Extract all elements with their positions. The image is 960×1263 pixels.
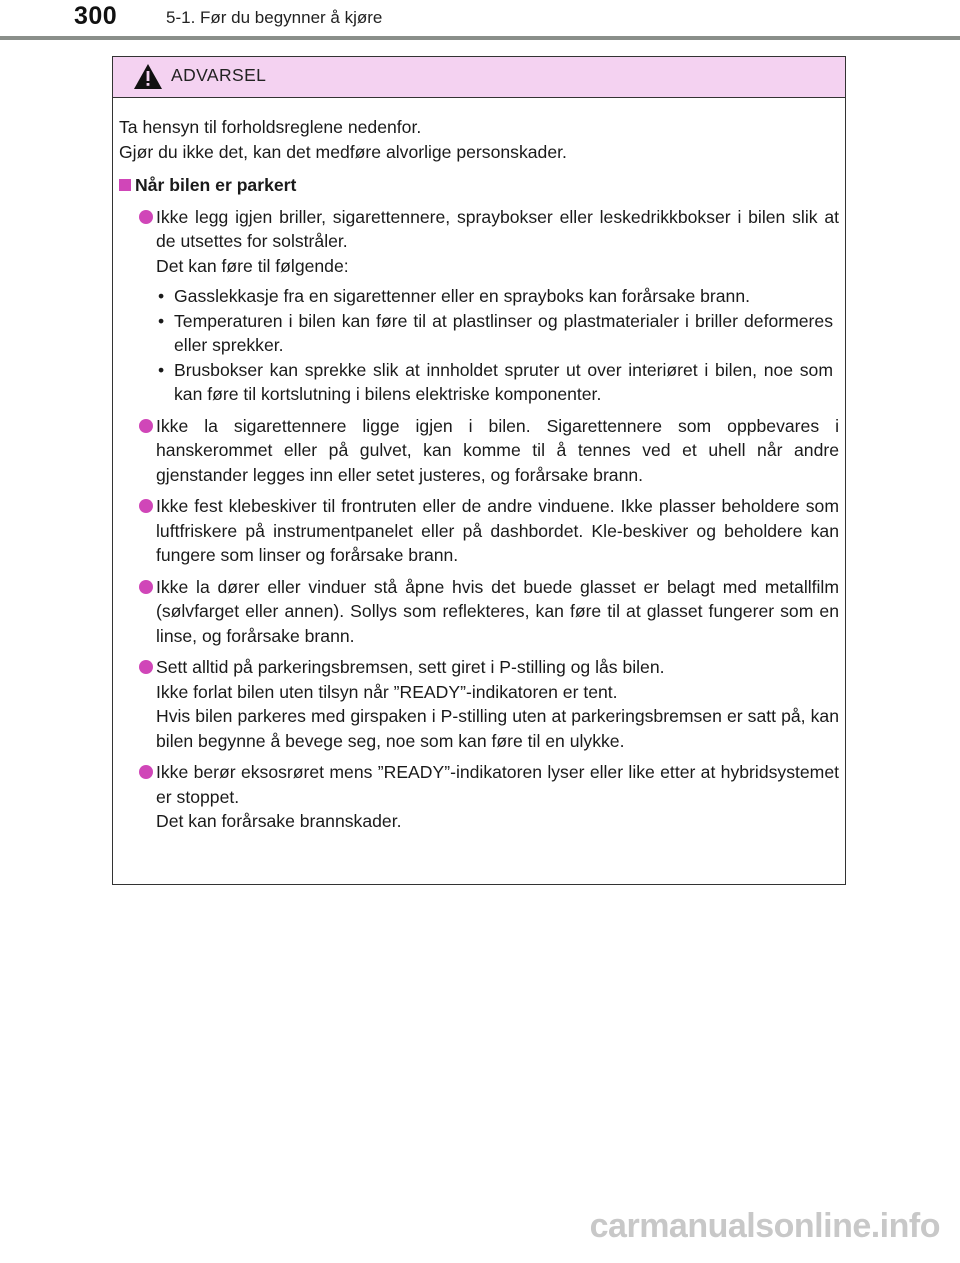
warning-item [119,760,839,834]
sub-list-item: • Temperaturen i bilen kan føre til at plastlinser og plastmaterialer i briller deformeres eller sprekker. [156,309,839,358]
item-text: Ikke legg igjen briller, sigarettennere, spraybokser eller leskedrikkbokser i bilen slik at de utsettes for solstråler. [156,206,839,251]
item-text: Ikke forlat bilen uten tilsyn når ”READY”-indikatoren er tent. [156,681,618,702]
warning-body [119,115,839,834]
subheading-label: Når bilen er parkert [135,175,297,195]
warning-item [119,575,839,649]
warning-item [119,414,839,488]
circle-bullet-icon [139,660,153,674]
circle-bullet-icon [139,580,153,594]
warning-item [119,494,839,568]
item-text: Ikke fest klebeskiver til frontruten eller de andre vinduene. Ikke plasser beholdere som luftfriskere på instrumentpanelet eller på dashbordet. Kle-beskiver og beholdere kan fungere som linser og forårsake brann. [156,496,839,565]
warning-triangle-icon [133,63,163,90]
section-title: 5-1. Før du begynner å kjøre [166,8,383,27]
warning-item [119,205,839,407]
circle-bullet-icon [139,210,153,224]
sub-list-item: • Gasslekkasje fra en sigarettenner eller en sprayboks kan forårsake brann. [156,284,839,309]
item-text: Hvis bilen parkeres med girspaken i P-stilling uten at parkeringsbremsen er satt på, kan bilen begynne å bevege seg, noe som kan føre til en ulykke. [156,706,839,751]
watermark: carmanualsonline.info [589,1207,940,1245]
intro-line: Ta hensyn til forholdsreglene nedenfor. [119,117,422,137]
circle-bullet-icon [139,419,153,433]
warning-item [119,655,839,753]
page-number: 300 [74,2,118,30]
intro-line: Gjør du ikke det, kan det medføre alvorlige personskader. [119,141,567,162]
item-text: Ikke berør eksosrøret mens ”READY”-indikatoren lyser eller like etter at hybridsystemet er stoppet. [156,762,839,807]
page-header [0,0,960,40]
item-text: Sett alltid på parkeringsbremsen, sett giret i P-stilling og lås bilen. [156,657,665,677]
sub-list [156,284,839,407]
item-text: Det kan forårsake brannskader. [156,811,402,831]
header-rule [0,36,960,40]
circle-bullet-icon [139,499,153,513]
sub-list-item: • Brusbokser kan sprekke slik at innholdet spruter ut over interiøret i bilen, noe som kan føre til kortslutning i bilens elektriske komponenter. [156,358,839,407]
square-bullet-icon [119,179,131,191]
warning-title: ADVARSEL [171,65,267,85]
item-text: Ikke la sigarettennere ligge igjen i bilen. Sigarettennere som oppbevares i hanskerommet eller på gulvet, kan komme til å tennes ved et uhell når andre gjenstander legges inn eller setet justeres, og forårsake brann. [156,415,839,485]
warning-header [113,57,845,98]
item-text: Det kan føre til følgende: [156,255,349,276]
warning-box [112,56,846,885]
circle-bullet-icon [139,765,153,779]
item-text: Ikke la dører eller vinduer stå åpne hvis det buede glasset er belagt med metallfilm (sølvfarget eller annen). Sollys som reflekteres, kan føre til at glasset fungerer som en linse, og forårsake brann. [156,576,839,646]
subheading [119,173,839,198]
